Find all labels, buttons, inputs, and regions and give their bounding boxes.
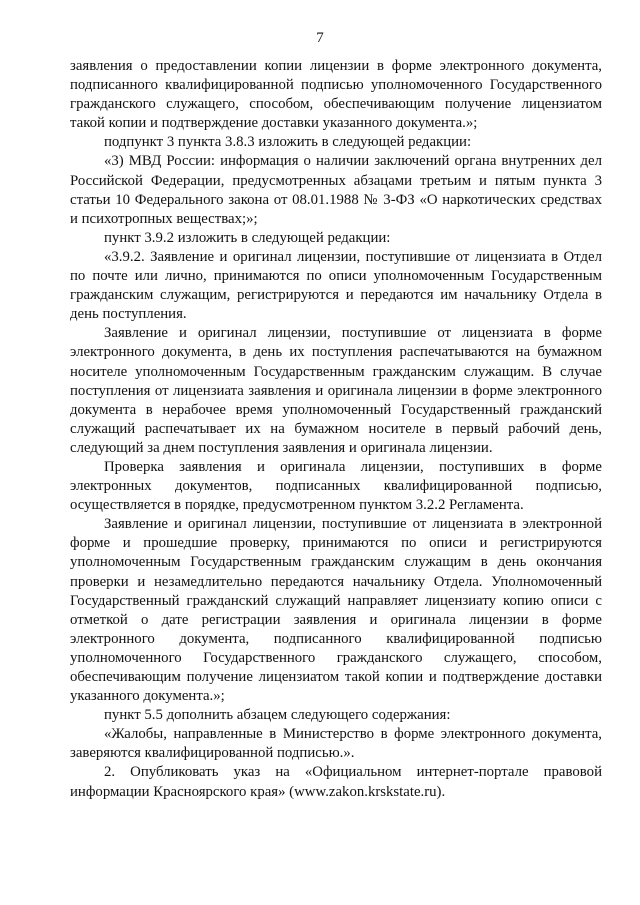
paragraph: «3.9.2. Заявление и оригинал лицензии, поступившие от лицензиата в Отдел по почте или лично, принимаются по описи уполномоченным Государственным гражданским служащим, регистрируются и передаются им начальнику Отдела в день поступления. (70, 248, 602, 323)
paragraph: заявления о предоставлении копии лицензии в форме электронного документа, подписанного квалифицированной подписью уполномоченного Государственного гражданского служащего, способом, обеспечивающим получение лицензиатом такой копии и подтверждение доставки указанного документа.»; (70, 58, 602, 132)
paragraph: Проверка заявления и оригинала лицензии, поступивших в форме электронных документов, подписанных квалифицированной подписью, осуществляется в порядке, предусмотренном пунктом 3.2.2 Регламента. (70, 458, 602, 514)
document-body (70, 57, 602, 802)
paragraph: «3) МВД России: информация о наличии заключений органа внутренних дел Российской Федерации, предусмотренных абзацами третьим и пятым пункта 3 статьи 10 Федерального закона от 08.01.1988 № 3-ФЗ «О наркотических средствах и психотропных веществах;»; (70, 153, 602, 227)
paragraph: Заявление и оригинал лицензии, поступившие от лицензиата в электронной форме и прошедшие проверку, принимаются по описи и регистрируются уполномоченным Государственным гражданским служащим в день окончания проверки и незамедлительно передаются начальнику Отдела. Уполномоченный Государственный гражданский служащий направляет лицензиату копию описи с отметкой о дате регистрации заявления и оригинала лицензии в форме электронного документа, подписанного квалифицированной подписью уполномоченного Государственного гражданского служащего, способом, обеспечивающим получение лицензиатом такой копии и подтверждение доставки указанного документа.»; (70, 516, 602, 705)
paragraph: пункт 3.9.2 изложить в следующей редакции: (104, 229, 391, 246)
paragraph: 2. Опубликовать указ на «Официальном интернет-портале правовой информации Красноярского края» (www.zakon.krskstate.ru). (70, 764, 602, 800)
paragraph: Заявление и оригинал лицензии, поступившие от лицензиата в форме электронного документа, в день их поступления распечатываются на бумажном носителе уполномоченным Государственным гражданским служащим. В случае поступления от лицензиата заявления и оригинала лицензии в форме электронного документа в нерабочее время уполномоченный Государственный гражданский служащий распечатывает их на бумажном носителе в первый рабочий день, следующий за днем поступления заявления и оригинала лицензии. (70, 325, 602, 456)
paragraph: подпункт 3 пункта 3.8.3 изложить в следующей редакции: (104, 134, 472, 151)
paragraph: «Жалобы, направленные в Министерство в форме электронного документа, заверяются квалифицированной подписью.». (70, 726, 602, 762)
page-number: 7 (316, 30, 324, 46)
paragraph: пункт 5.5 дополнить абзацем следующего содержания: (104, 707, 451, 724)
